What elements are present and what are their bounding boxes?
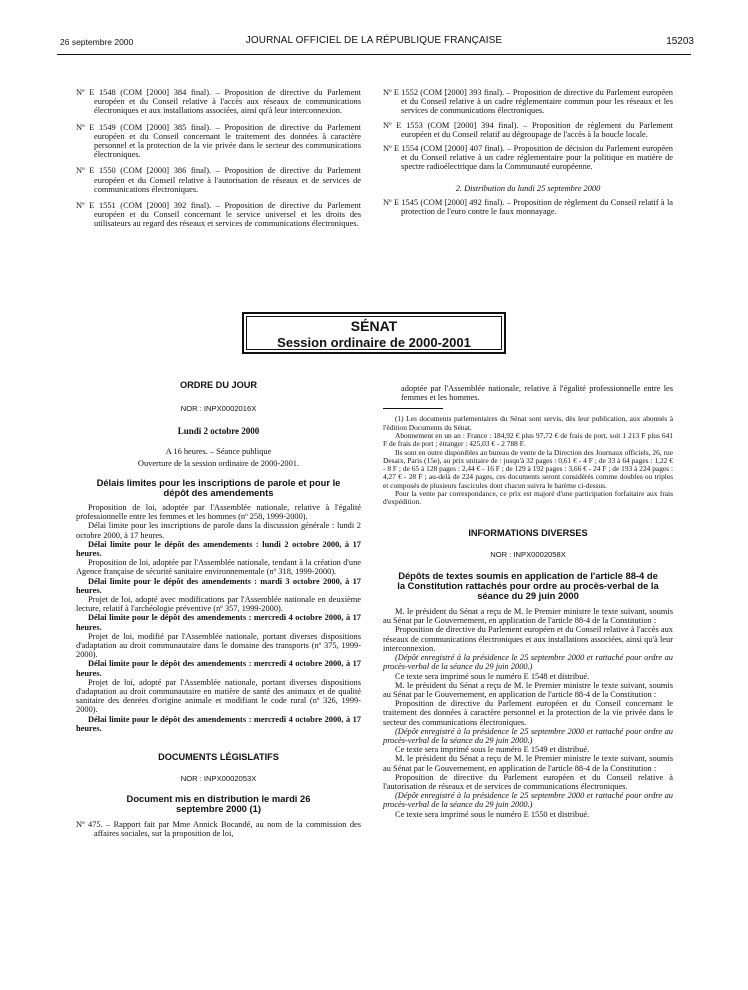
paragraph: Projet de loi, adopté avec modifications par l'Assemblée nationale en deuxième lecture, relatif à l'archéologie préventive (nº 357, 1999-2000). [76, 595, 361, 614]
senat-box-inner-border [246, 316, 502, 350]
paragraph: Délai limite pour le dépôt des amendements : mardi 3 octobre 2000, à 17 heures. [76, 576, 361, 595]
paragraph: Délai limite pour le dépôt des amendements : mercredi 4 octobre 2000, à 17 heures. [76, 659, 361, 678]
list-item: Nº E 1552 (COM [2000] 393 final). – Proposition de directive du Parlement européen et du Conseil relative à un cadre réglementaire commun pour les réseaux et les services de communications électroniques. [383, 88, 673, 116]
paragraph: Délai limite pour les inscriptions de parole dans la discussion générale : lundi 2 octobre 2000, à 17 heures. [76, 521, 361, 540]
session-date: Lundi 2 octobre 2000 [177, 426, 260, 437]
paragraph: Proposition de loi, adoptée par l'Assemblée nationale, tendant à la création d'une Agence française de sécurité sanitaire environnementale (nº 318, 1999-2000). [76, 558, 361, 577]
paragraph: M. le président du Sénat a reçu de M. le Premier ministre le texte suivant, soumis au Sénat par le Gouvernement, en application de l'article 88-4 de la Constitution : [383, 754, 673, 773]
paragraph: Proposition de directive du Parlement européen et du Conseil relative à l'autorisation de réseaux et de services de communications électroniques. [383, 772, 673, 791]
nor-reference: NOR : INPX0002016X [180, 404, 257, 414]
top-right-column [383, 88, 673, 223]
paragraph: (Dépôt enregistré à la présidence le 25 septembre 2000 et rattaché pour ordre au procès-verbal de la séance du 29 juin 2000.) [383, 653, 673, 672]
footnote: Pour la vente par correspondance, ce prix est majoré d'une participation forfaitaire aux frais d'expédition. [383, 489, 673, 507]
footnote-rule [383, 408, 443, 409]
paragraph: Délai limite pour le dépôt des amendements : mercredi 4 octobre 2000, à 17 heures. [76, 613, 361, 632]
delais-title: Délais limites pour les inscriptions de parole et pour le dépôt des amendements [96, 477, 341, 499]
session-opening: Ouverture de la session ordinaire de 2000-2001. [137, 458, 300, 468]
nor-reference: NOR : INPX0002053X [180, 774, 257, 784]
ordre-du-jour-title: ORDRE DU JOUR [179, 380, 258, 390]
page-header [0, 34, 748, 50]
continued-text: adoptée par l'Assemblée nationale, relative à l'égalité professionnelle entre les femmes et les hommes. [401, 384, 673, 403]
paragraph: Projet de loi, modifié par l'Assemblée nationale, portant diverses dispositions d'adaptation au droit communautaire dans le domaine des transports (nº 375, 1999-2000). [76, 631, 361, 660]
paragraph: M. le président du Sénat a reçu de M. le Premier ministre le texte suivant, soumis au Sénat par le Gouvernement, en application de l'article 88-4 de la Constitution : [383, 607, 673, 626]
paragraph: Délai limite pour le dépôt des amendements : mercredi 4 octobre 2000, à 17 heures. [76, 714, 361, 733]
footnote: (1) Les documents parlementaires du Sénat sont servis, dès leur publication, aux abonnés à l'édition Documents du Sénat. [383, 414, 673, 432]
list-item: Nº E 1554 (COM [2000] 407 final). – Proposition de décision du Parlement européen et du Conseil relative à un cadre réglementaire pour la politique en matière de spectre radioélectrique dans la Communauté européenne. [383, 144, 673, 172]
header-journal-title: JOURNAL OFFICIEL DE LA RÉPUBLIQUE FRANÇAISE [245, 35, 503, 46]
paragraph: Proposition de directive du Parlement européen et du Conseil relative à l'accès aux réseaux de communications électroniques et aux installations associées, ainsi qu'à leur interconnexion. [383, 625, 673, 653]
informations-diverses-title: INFORMATIONS DIVERSES [468, 527, 588, 538]
documents-legislatifs-title: DOCUMENTS LÉGISLATIFS [158, 752, 279, 763]
depots-title: Dépôts de textes soumis en application de l'article 88-4 de la Constitution rattachés pour ordre au procès-verbal de la séance du 29 juin 2000 [397, 570, 659, 602]
footnote: Abonnement en un an : France : 184,92 € plus 97,72 € de frais de port, soit 1 213 F plus 641 F de frais de port ; étranger : 425,03 € - 2 788 F. [383, 431, 673, 449]
paragraph: Projet de loi, adopté par l'Assemblée nationale, portant diverses dispositions d'adaptation au droit communautaire en matière de santé des animaux et de qualité sanitaire des denrées d'origine animale et modifiant le code rural (nº 326, 1999-2000). [76, 677, 361, 715]
right-column [383, 384, 673, 819]
paragraph: (Dépôt enregistré à la présidence le 25 septembre 2000 et rattaché pour ordre au procès-verbal de la séance du 29 juin 2000.) [383, 791, 673, 810]
footnote: Ils sont en outre disponibles au bureau de vente de la Direction des Journaux officiels, 26, rue Desaix, Paris (15e), au prix unitaire de : jusqu'à 32 pages : 0,61 € - 4 F ; de 33 à 64 pages : 1,22 € - 8 F ; de 65 à 128 pages : 2,44 € - 16 F ; de 129 à 192 pages : 3,66 € - 24 F ; de 193 à 224 pages : 4,27 € - 28 F ; au-delà de 224 pages, ces documents seront considérés comme doubles ou triples et composés de plusieurs fascicules dont chacun suivra le barème ci-dessus. [383, 447, 673, 490]
list-item: Nº E 1549 (COM [2000] 385 final). – Proposition de directive du Parlement européen et du Conseil concernant le traitement des données à caractère personnel et la protection de la vie privée dans le secteur des communications électroniques. [76, 122, 361, 160]
document-distribution-title: Document mis en distribution le mardi 26 septembre 2000 (1) [126, 792, 311, 814]
left-column [76, 381, 361, 845]
top-left-column [76, 88, 361, 236]
paragraph: Proposition de loi, adoptée par l'Assemblée nationale, relative à l'égalité professionnelle entre les femmes et les hommes (nº 258, 1999-2000). [76, 503, 361, 522]
seance-time: A 16 heures. – Séance publique [165, 446, 272, 456]
paragraph: Ce texte sera imprimé sous le numéro E 1550 et distribué. [395, 809, 590, 819]
list-item: Nº E 1545 (COM [2000] 492 final). – Proposition de règlement du Conseil relatif à la protection de l'euro contre le faux monnayage. [383, 197, 673, 217]
list-item: Nº E 1548 (COM [2000] 384 final). – Proposition de directive du Parlement européen et du Conseil relative à l'accès aux réseaux de communications électroniques et aux installations associées, ainsi qu'à leur interconnexion. [76, 88, 361, 116]
session-subtitle: Session ordinaire de 2000-2001 [277, 335, 471, 350]
paragraph: (Dépôt enregistré à la présidence le 25 septembre 2000 et rattaché pour ordre au procès-verbal de la séance du 29 juin 2000.) [383, 726, 673, 745]
list-item: Nº E 1550 (COM [2000] 386 final). – Proposition de directive du Parlement européen et du Conseil relative à l'autorisation de réseaux et de services de communications électroniques. [76, 166, 361, 194]
list-item: Nº 475. – Rapport fait par Mme Annick Bocandé, au nom de la commission des affaires sociales, sur la proposition de loi, [76, 819, 361, 838]
paragraph: Ce texte sera imprimé sous le numéro E 1548 et distribué. [395, 671, 590, 681]
list-item: Nº E 1553 (COM [2000] 394 final). – Proposition de règlement du Parlement européen et du Conseil relatif au dégroupage de l'accès à la boucle locale. [383, 120, 673, 139]
senat-title-box [242, 312, 506, 354]
list-item: Nº E 1551 (COM [2000] 392 final). – Proposition de directive du Parlement européen et du Conseil concernant le service universel et les droits des utilisateurs au regard des réseaux et services de communications électroniques. [76, 201, 361, 229]
paragraph: M. le président du Sénat a reçu de M. le Premier ministre le texte suivant, soumis au Sénat par le Gouvernement, en application de l'article 88-4 de la Constitution : [383, 680, 673, 699]
distribution-heading: 2. Distribution du lundi 25 septembre 2000 [455, 183, 601, 193]
header-page-number: 15203 [666, 36, 694, 47]
paragraph: Proposition de directive du Parlement européen et du Conseil concernant le traitement des données à caractère personnel et la protection de la vie privée dans le secteur des communications électroniques. [383, 699, 673, 727]
header-date: 26 septembre 2000 [60, 37, 134, 47]
paragraph: Ce texte sera imprimé sous le numéro E 1549 et distribué. [395, 745, 590, 755]
senat-title: SÉNAT [350, 318, 398, 334]
nor-reference: NOR : INPX0002058X [490, 549, 566, 559]
header-rule [57, 54, 691, 55]
paragraph: Délai limite pour le dépôt des amendements : lundi 2 octobre 2000, à 17 heures. [76, 539, 361, 559]
